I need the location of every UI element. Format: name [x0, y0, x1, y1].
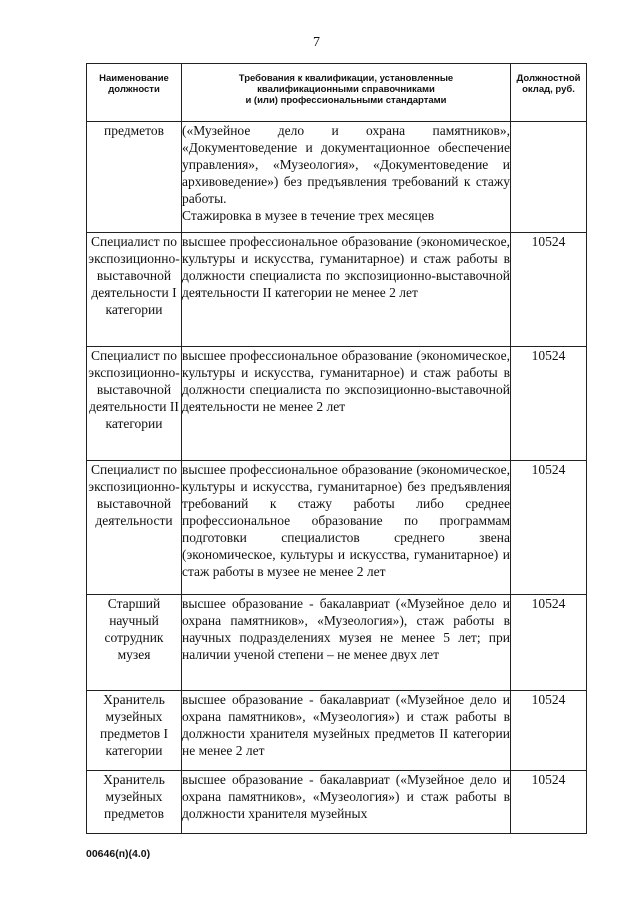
requirements: высшее образование - бакалавриат («Музейное дело и охрана памятников», «Музеология») и стаж работы в должности хранителя музейных предметов II категории не менее 2 лет: [182, 691, 511, 771]
position-name: Хранитель музейных предметов I категории: [87, 691, 182, 771]
position-name: Специалист по экспозиционно-выставочной деятельности II категории: [87, 347, 182, 461]
requirements-text: («Музейное дело и охрана памятников», «Документоведение и документационное обеспечение управления», «Музеология», «Документоведение и архивоведение») без предъявления требований к стажу работы.: [182, 123, 510, 206]
header-requirements: [182, 64, 511, 122]
salary: 10524: [511, 595, 587, 691]
table-header-row: [87, 64, 587, 122]
position-name: предметов: [87, 122, 182, 233]
position-name: Специалист по экспозиционно-выставочной деятельности: [87, 461, 182, 595]
requirements: высшее образование - бакалавриат («Музейное дело и охрана памятников», «Музеология») и стаж работы в должности хранителя музейных: [182, 771, 511, 834]
salary: 10524: [511, 233, 587, 347]
header-salary: [511, 64, 587, 122]
requirements: высшее профессиональное образование (экономическое, культуры и искусства, гуманитарное) и стаж работы в должности специалиста по экспозиционно-выставочной деятельности II категории не менее 2 лет: [182, 233, 511, 347]
page-number: 7: [313, 35, 320, 50]
position-name: Специалист по экспозиционно-выставочной деятельности I категории: [87, 233, 182, 347]
salary: 10524: [511, 347, 587, 461]
position-name: Старший научный сотрудник музея: [87, 595, 182, 691]
requirements: [182, 122, 511, 233]
table-row: [87, 691, 587, 771]
requirements: высшее профессиональное образование (экономическое, культуры и искусства, гуманитарное) и стаж работы в должности специалиста по экспозиционно-выставочной деятельности не менее 2 лет: [182, 347, 511, 461]
salary: [511, 122, 587, 233]
table-row: [87, 771, 587, 834]
salary: 10524: [511, 691, 587, 771]
table-row: [87, 122, 587, 233]
table-row: [87, 347, 587, 461]
table-row: [87, 595, 587, 691]
requirements: высшее профессиональное образование (экономическое, культуры и искусства, гуманитарное) без предъявления требований к стажу работы либо среднее профессиональное образование по программам подготовки специалистов среднего звена (экономическое, культуры и искусства, гуманитарное) и стаж работы в музее не менее 2 лет: [182, 461, 511, 595]
table-row: [87, 233, 587, 347]
header-position-name: [87, 64, 182, 122]
salary: 10524: [511, 771, 587, 834]
document-code: 00646(п)(4.0): [86, 848, 151, 860]
header-requirements-text: [182, 64, 510, 106]
header-requirements-line1: Требования к квалификации, установленные: [238, 73, 454, 84]
header-requirements-line3: и (или) профессиональными стандартами: [245, 95, 447, 106]
header-salary-text: Должностной оклад, руб.: [516, 73, 581, 95]
qualification-table: [86, 63, 587, 834]
position-name: Хранитель музейных предметов: [87, 771, 182, 834]
header-requirements-line2: квалификационными справочниками: [257, 84, 435, 95]
header-position-name-text: Наименование должности: [99, 73, 169, 95]
salary: 10524: [511, 461, 587, 595]
requirements: высшее образование - бакалавриат («Музейное дело и охрана памятников», «Музеология»), стаж работы в научных подразделениях музея не менее 5 лет; при наличии ученой степени – не менее двух лет: [182, 595, 511, 691]
table-row: [87, 461, 587, 595]
requirements-internship: Стажировка в музее в течение трех месяцев: [182, 208, 435, 223]
